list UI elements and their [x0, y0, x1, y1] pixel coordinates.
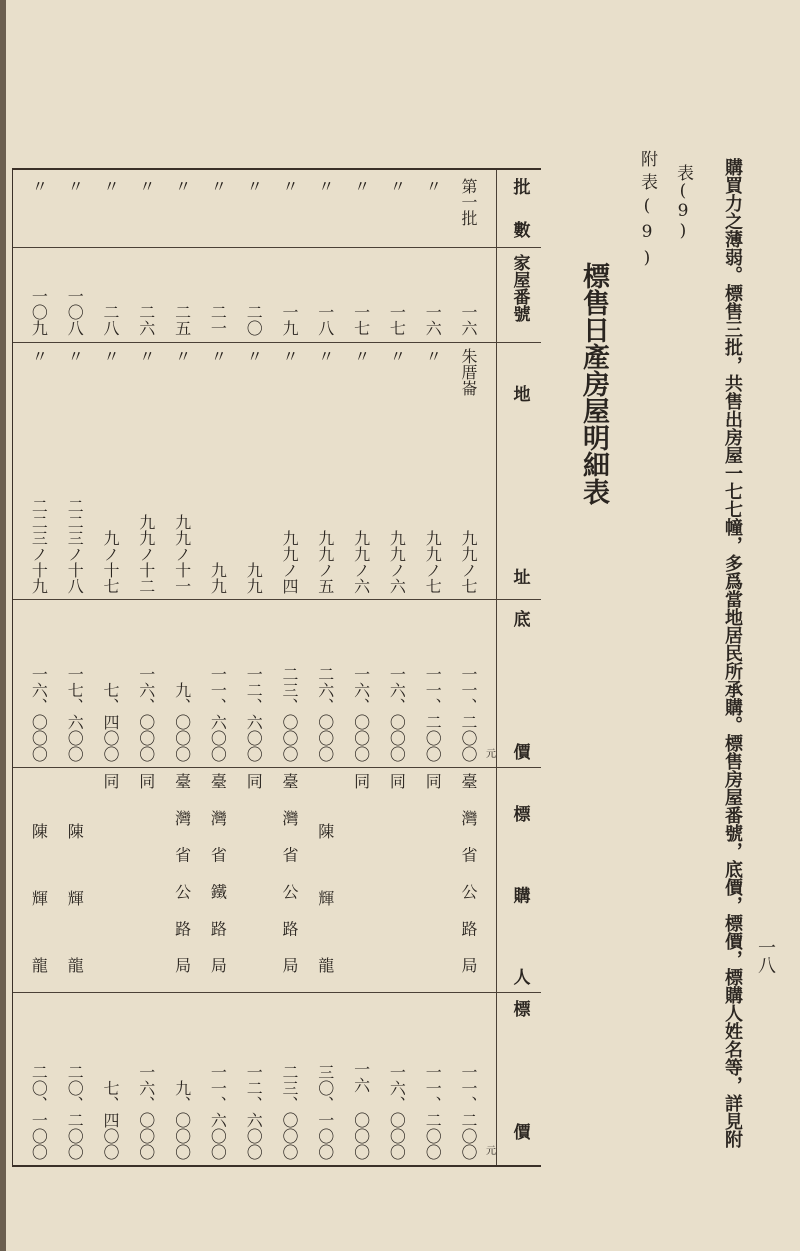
table-row	[57, 170, 91, 1165]
header-batch: 批數	[509, 178, 530, 238]
table-title: 標售日產房屋明細表	[578, 262, 609, 505]
buyer-cell: 同	[423, 773, 443, 789]
house-no-cell: 一八	[315, 304, 335, 336]
address-number-cell: 二二三ノ十九	[29, 498, 49, 594]
buyer-cell: 陳輝龍	[65, 823, 85, 973]
base-price-cell: 一六、〇〇〇	[387, 666, 407, 762]
address-number-cell: 九九ノ六	[387, 530, 407, 594]
table-row	[415, 170, 449, 1165]
bid-price-cell: 三〇、一〇〇	[315, 1064, 335, 1160]
buyer-cell: 陳輝龍	[315, 823, 335, 973]
address-area-cell: 朱厝崙	[459, 348, 478, 396]
buyer-cell: 同	[351, 773, 371, 789]
buyer-cell: 同	[101, 773, 120, 789]
table-row	[272, 170, 306, 1165]
bid-price-cell: 一二、六〇〇	[244, 1064, 264, 1160]
address-number-cell: 九九	[244, 562, 264, 594]
bid-price-cell: 二〇、二〇〇	[65, 1064, 85, 1160]
address-number-cell: 九九ノ十一	[172, 514, 192, 594]
bid-price-cell: 一六 〇〇〇	[351, 1061, 371, 1160]
header-bid-price: 標價	[509, 1000, 530, 1140]
batch-cell: 〃	[65, 178, 85, 194]
table-row	[344, 170, 378, 1165]
bid-price-cell: 一六、〇〇〇	[136, 1064, 156, 1160]
address-area-cell: 〃	[101, 348, 120, 364]
header-address: 地址	[509, 385, 530, 585]
buyer-cell: 同	[136, 773, 156, 789]
batch-cell: 〃	[280, 178, 299, 194]
bid-price-cell: 九、〇〇〇	[172, 1080, 192, 1160]
address-number-cell: 九ノ十七	[101, 530, 120, 594]
batch-cell: 〃	[208, 178, 228, 194]
address-area-cell: 〃	[280, 348, 299, 364]
batch-cell: 〃	[101, 178, 120, 194]
base-price-cell: 二六、〇〇〇	[315, 666, 335, 762]
batch-cell: 〃	[136, 178, 156, 194]
house-no-cell: 一〇九	[29, 288, 49, 336]
batch-cell: 〃	[172, 178, 192, 194]
house-no-cell: 一〇八	[65, 288, 85, 336]
address-number-cell: 九九ノ十二	[136, 514, 156, 594]
batch-cell: 〃	[29, 178, 49, 194]
address-number-cell: 九九ノ七	[423, 530, 443, 594]
body-paragraph: 購買力之薄弱。標售三批，共售出房屋一七七幢，多爲當地居民所承購。標售房屋番號，底價，標價，標購人姓名等，詳見附	[722, 158, 743, 1148]
buyer-cell: 同	[244, 773, 264, 789]
currency-unit: 元	[486, 749, 496, 760]
address-area-cell: 〃	[29, 348, 49, 364]
address-area-cell: 〃	[244, 348, 264, 364]
batch-cell: 〃	[423, 178, 443, 194]
batch-cell: 〃	[315, 178, 335, 194]
base-price-cell: 一一、二〇〇	[423, 666, 443, 762]
table-row	[379, 170, 413, 1165]
buyer-cell: 臺灣省公路局	[459, 773, 478, 973]
address-number-cell: 九九ノ五	[315, 530, 335, 594]
address-area-cell: 〃	[315, 348, 335, 364]
base-price-cell: 一六、〇〇〇	[351, 666, 371, 762]
address-area-cell: 〃	[65, 348, 85, 364]
bid-price-cell: 一一、二〇〇	[423, 1064, 443, 1160]
bid-price-cell: 二三、〇〇〇	[280, 1064, 299, 1160]
batch-cell: 〃	[244, 178, 264, 194]
house-no-cell: 一七	[351, 304, 371, 336]
base-price-cell: 一六、〇〇〇	[136, 666, 156, 762]
scan-edge	[0, 0, 6, 1251]
house-no-cell: 二六	[136, 304, 156, 336]
table-row	[200, 170, 234, 1165]
address-area-cell: 〃	[136, 348, 156, 364]
house-no-cell: 二一	[208, 304, 228, 336]
base-price-cell: 一七、六〇〇	[65, 666, 85, 762]
page-number: 一八	[755, 938, 776, 974]
bid-price-cell: 一六、〇〇〇	[387, 1064, 407, 1160]
house-no-cell: 一六	[423, 304, 443, 336]
address-area-cell: 〃	[351, 348, 371, 364]
table-row	[93, 170, 127, 1165]
table-row	[165, 170, 199, 1165]
address-number-cell: 九九ノ四	[280, 530, 299, 594]
bid-price-cell: 一一、六〇〇	[208, 1064, 228, 1160]
bid-price-cell: 一一、二〇〇	[459, 1064, 478, 1160]
base-price-cell: 一六、〇〇〇	[29, 666, 49, 762]
appendix-label: 附表(9)	[637, 150, 657, 274]
house-no-cell: 二八	[101, 304, 120, 336]
address-number-cell: 九九ノ六	[351, 530, 371, 594]
house-no-cell: 一六	[459, 304, 478, 336]
house-no-cell: 一七	[387, 304, 407, 336]
buyer-cell: 陳輝龍	[29, 823, 49, 973]
header-buyer: 標購人	[509, 805, 530, 985]
table-row	[308, 170, 342, 1165]
batch-cell: 〃	[387, 178, 407, 194]
body-paragraph-continuation: 表(9)	[673, 164, 693, 241]
address-area-cell: 〃	[172, 348, 192, 364]
base-price-cell: 一二、六〇〇	[244, 666, 264, 762]
base-price-cell: 二三、〇〇〇	[280, 666, 299, 762]
house-no-cell: 二五	[172, 304, 192, 336]
buyer-cell: 同	[387, 773, 407, 789]
table-row	[236, 170, 270, 1165]
buyer-cell: 臺灣省公路局	[172, 773, 192, 973]
buyer-cell: 臺灣省鐵路局	[208, 773, 228, 973]
address-number-cell: 九九ノ七	[459, 530, 478, 594]
header-house-no: 家屋番號	[509, 254, 530, 322]
table-row	[451, 170, 485, 1165]
batch-cell: 第一批	[459, 178, 478, 226]
table-row	[21, 170, 55, 1165]
house-no-cell: 二〇	[244, 304, 264, 336]
house-sale-table	[12, 168, 541, 1167]
header-base-price: 底價	[509, 610, 530, 760]
base-price-cell: 一一、二〇〇	[459, 666, 478, 762]
bid-price-cell: 七、四〇〇	[101, 1080, 120, 1160]
base-price-cell: 一一、六〇〇	[208, 666, 228, 762]
address-area-cell: 〃	[208, 348, 228, 364]
batch-cell: 〃	[351, 178, 371, 194]
currency-unit: 元	[486, 1146, 496, 1157]
address-number-cell: 九九	[208, 562, 228, 594]
house-no-cell: 一九	[280, 304, 299, 336]
base-price-cell: 九、〇〇〇	[172, 682, 192, 762]
address-number-cell: 二二三ノ十八	[65, 498, 85, 594]
address-area-cell: 〃	[423, 348, 443, 364]
table-row	[129, 170, 163, 1165]
address-area-cell: 〃	[387, 348, 407, 364]
bid-price-cell: 二〇、一〇〇	[29, 1064, 49, 1160]
base-price-cell: 七、四〇〇	[101, 682, 120, 762]
buyer-cell: 臺灣省公路局	[280, 773, 299, 973]
